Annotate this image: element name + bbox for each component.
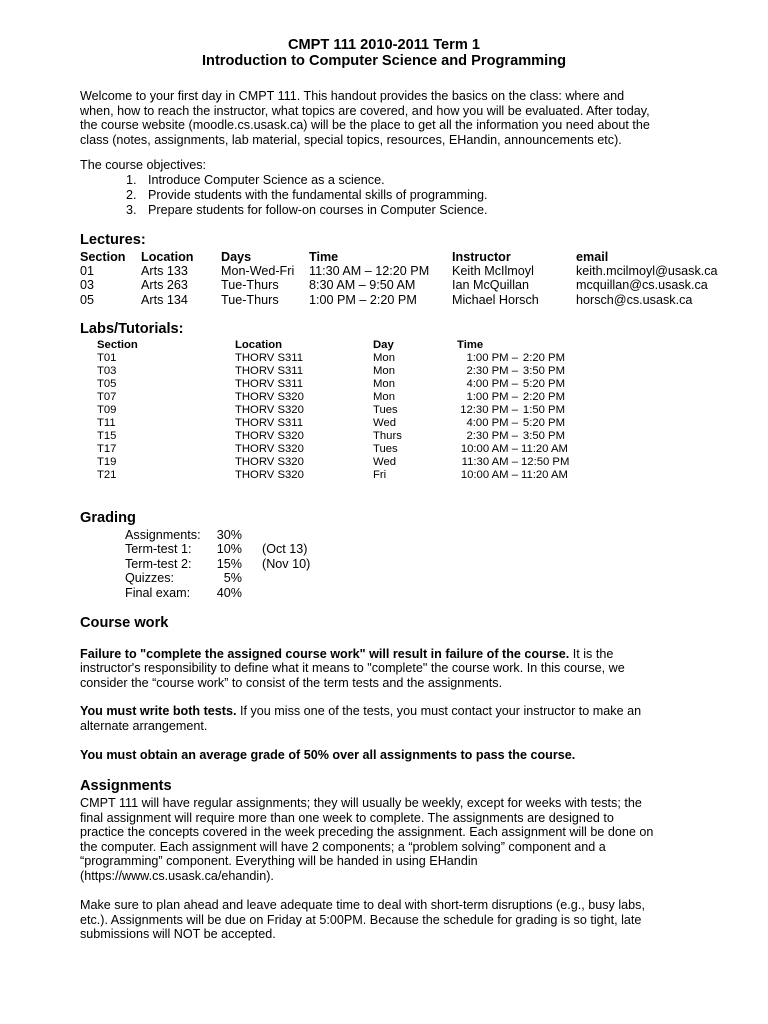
objectives-list xyxy=(126,173,488,218)
lecture-location: Arts 263 xyxy=(141,278,188,292)
assignments-paragraph-2 xyxy=(80,898,680,942)
lecture-instructor: Keith McIlmoyl xyxy=(452,264,534,278)
lab-day: Wed xyxy=(373,456,397,468)
lecture-email: mcquillan@cs.usask.ca xyxy=(576,278,708,292)
grading-percent: 15% xyxy=(216,557,242,571)
lecture-location: Arts 134 xyxy=(141,293,188,307)
objectives-intro: The course objectives: xyxy=(80,158,206,172)
lab-location: THORV S320 xyxy=(235,404,304,416)
lab-day: Wed xyxy=(373,417,397,429)
lab-day: Mon xyxy=(373,365,395,377)
lab-day: Mon xyxy=(373,352,395,364)
assignments-line: final assignment will require more than one week to complete. The assignments are designed to xyxy=(80,810,614,825)
labs-col-header: Day xyxy=(373,339,394,351)
intro-line: the course website (moodle.cs.usask.ca) will be the place to get all the information you need about the xyxy=(80,118,650,133)
assignments-line: CMPT 111 will have regular assignments; they will usually be weekly, except for weeks with tests; the xyxy=(80,796,642,810)
labs-heading: Labs/Tutorials: xyxy=(80,321,184,337)
course-code-title: CMPT 111 2010-2011 Term 1 xyxy=(287,37,480,53)
lectures-col-header: Section xyxy=(80,250,126,264)
lab-location: THORV S311 xyxy=(235,378,304,390)
lecture-days: Tue-Thurs xyxy=(221,278,279,292)
lab-day: Fri xyxy=(373,469,387,481)
lab-location: THORV S320 xyxy=(235,443,304,455)
lecture-time: 11:30 AM – 12:20 PM xyxy=(309,264,430,278)
lecture-email: horsch@cs.usask.ca xyxy=(576,293,693,307)
labs-col-header: Section xyxy=(97,339,138,351)
lab-location: THORV S320 xyxy=(235,456,304,468)
lectures-col-header: Time xyxy=(309,250,339,264)
coursework-line: consider the “course work” to consist of the term tests and the assignments. xyxy=(80,676,503,690)
grading-note: (Oct 13) xyxy=(262,542,308,556)
lab-section: T15 xyxy=(97,430,117,442)
assignments-line: (https://www.cs.usask.ca/ehandin). xyxy=(80,868,274,883)
grading-percent: 40% xyxy=(216,586,242,600)
lecture-section: 03 xyxy=(80,278,95,292)
lab-day: Tues xyxy=(373,404,398,416)
lab-section: T17 xyxy=(97,443,117,455)
objective-item xyxy=(126,203,488,218)
course-name-title: Introduction to Computer Science and Programming xyxy=(201,53,567,69)
coursework-line: alternate arrangement. xyxy=(80,719,208,733)
lab-location: THORV S311 xyxy=(235,365,304,377)
grading-label: Assignments: xyxy=(125,528,201,542)
lab-end-time: 2:20 PM xyxy=(522,352,565,364)
grading-note: (Nov 10) xyxy=(262,557,311,571)
lectures-heading: Lectures: xyxy=(80,232,146,248)
objective-text: Introduce Computer Science as a science. xyxy=(148,173,385,187)
lab-section: T09 xyxy=(97,404,117,416)
lab-section: T11 xyxy=(97,417,116,429)
lecture-days: Tue-Thurs xyxy=(221,293,279,307)
lecture-section: 05 xyxy=(80,293,95,307)
lecture-days: Mon-Wed-Fri xyxy=(221,264,295,278)
lab-start-time: 10:00 AM – xyxy=(460,469,518,481)
lecture-section: 01 xyxy=(80,264,95,278)
grading-label: Quizzes: xyxy=(125,571,174,585)
assignments-requirement: You must obtain an average grade of 50% over all assignments to pass the course. xyxy=(80,748,576,762)
grading-percent: 10% xyxy=(216,542,242,556)
lab-end-time: 5:20 PM xyxy=(522,417,565,429)
objective-number: 1. xyxy=(126,173,137,187)
assignments-paragraph-1 xyxy=(80,796,680,884)
coursework-line: instructor's responsibility to define what it means to "complete" the course work. In this course, we xyxy=(80,661,625,675)
lab-end-time: 11:20 AM xyxy=(521,469,568,481)
lab-end-time: 12:50 PM xyxy=(521,456,570,468)
assignments-line: Make sure to plan ahead and leave adequate time to deal with short-term disruptions (e.g., busy labs, xyxy=(80,898,645,912)
lecture-instructor: Michael Horsch xyxy=(452,293,539,307)
lab-start-time: 12:30 PM – xyxy=(460,404,518,416)
lab-location: THORV S311 xyxy=(235,352,304,364)
assignments-line: practice the concepts covered in the week preceding the assignment. Each assignment will be done on xyxy=(80,825,654,840)
objective-number: 2. xyxy=(126,188,137,202)
failure-warning: Failure to "complete the assigned course work" will result in failure of the course. xyxy=(80,647,570,661)
objective-item xyxy=(126,188,488,203)
objective-number: 3. xyxy=(126,203,137,217)
lectures-col-header: Instructor xyxy=(452,250,511,264)
lab-section: T19 xyxy=(97,456,117,468)
grading-heading: Grading xyxy=(80,510,136,526)
coursework-paragraph-2 xyxy=(80,704,641,719)
intro-line: when, how to reach the instructor, what topics are covered, and how you will be evaluated. After today, xyxy=(80,103,650,118)
lectures-col-header: email xyxy=(576,250,609,264)
lecture-email: keith.mcilmoyl@usask.ca xyxy=(576,264,718,278)
grading-label: Term-test 2: xyxy=(125,557,192,571)
lab-end-time: 3:50 PM xyxy=(522,365,565,377)
intro-line: Welcome to your first day in CMPT 111. This handout provides the basics on the class: where and xyxy=(80,89,625,103)
lab-end-time: 5:20 PM xyxy=(522,378,565,390)
lab-section: T21 xyxy=(97,469,117,481)
intro-line: class (notes, assignments, lab material, special topics, resources, EHandin, announcements etc). xyxy=(80,132,622,147)
lab-end-time: 3:50 PM xyxy=(522,430,565,442)
lab-day: Thurs xyxy=(373,430,402,442)
lab-section: T05 xyxy=(97,378,117,390)
assignments-line: etc.). Assignments will be due on Friday at 5:00PM. Because the schedule for grading is so tight, late xyxy=(80,912,642,927)
lab-day: Mon xyxy=(373,378,395,390)
assignments-line: submissions will NOT be accepted. xyxy=(80,927,276,942)
assignments-heading: Assignments xyxy=(80,778,172,794)
grading-percent: 5% xyxy=(223,571,242,585)
lecture-time: 8:30 AM – 9:50 AM xyxy=(309,278,416,292)
objective-text: Provide students with the fundamental skills of programming. xyxy=(148,188,488,202)
lab-start-time: 1:00 PM – xyxy=(466,391,518,403)
objective-text: Prepare students for follow-on courses in Computer Science. xyxy=(148,203,488,217)
grading-percent: 30% xyxy=(216,528,242,542)
lab-section: T01 xyxy=(97,352,117,364)
objective-item xyxy=(126,173,488,188)
coursework-text: It is the xyxy=(569,647,614,661)
lab-location: THORV S311 xyxy=(235,417,304,429)
lab-start-time: 4:00 PM – xyxy=(466,378,518,390)
lectures-col-header: Location xyxy=(141,250,194,264)
intro-paragraph xyxy=(80,89,680,147)
lab-day: Tues xyxy=(373,443,398,455)
lab-start-time: 4:00 PM – xyxy=(466,417,518,429)
lab-location: THORV S320 xyxy=(235,391,304,403)
lab-section: T07 xyxy=(97,391,117,403)
lab-start-time: 1:00 PM – xyxy=(466,352,518,364)
coursework-heading: Course work xyxy=(80,615,169,631)
coursework-text: If you miss one of the tests, you must contact your instructor to make an xyxy=(236,704,642,718)
lab-start-time: 11:30 AM – xyxy=(461,456,518,468)
lab-location: THORV S320 xyxy=(235,469,304,481)
assignments-line: “programming” component. Everything will be handed in using EHandin xyxy=(80,854,478,869)
lab-end-time: 2:20 PM xyxy=(522,391,565,403)
lab-section: T03 xyxy=(97,365,117,377)
labs-col-header: Time xyxy=(457,339,484,351)
coursework-paragraph-1 xyxy=(80,647,613,662)
labs-col-header: Location xyxy=(235,339,283,351)
lab-end-time: 1:50 PM xyxy=(522,404,565,416)
tests-requirement: You must write both tests. xyxy=(80,704,237,718)
lab-location: THORV S320 xyxy=(235,430,304,442)
grading-label: Final exam: xyxy=(125,586,191,600)
lectures-col-header: Days xyxy=(221,250,252,264)
lecture-time: 1:00 PM – 2:20 PM xyxy=(309,293,417,307)
assignments-line: the computer. Each assignment will have 2 components; a “problem solving” component and a xyxy=(80,839,606,854)
lecture-location: Arts 133 xyxy=(141,264,188,278)
lab-start-time: 2:30 PM – xyxy=(466,430,518,442)
lab-start-time: 2:30 PM – xyxy=(466,365,518,377)
lecture-instructor: Ian McQuillan xyxy=(452,278,529,292)
lab-day: Mon xyxy=(373,391,395,403)
grading-label: Term-test 1: xyxy=(125,542,192,556)
lab-start-time: 10:00 AM – xyxy=(460,443,518,455)
lab-end-time: 11:20 AM xyxy=(521,443,568,455)
